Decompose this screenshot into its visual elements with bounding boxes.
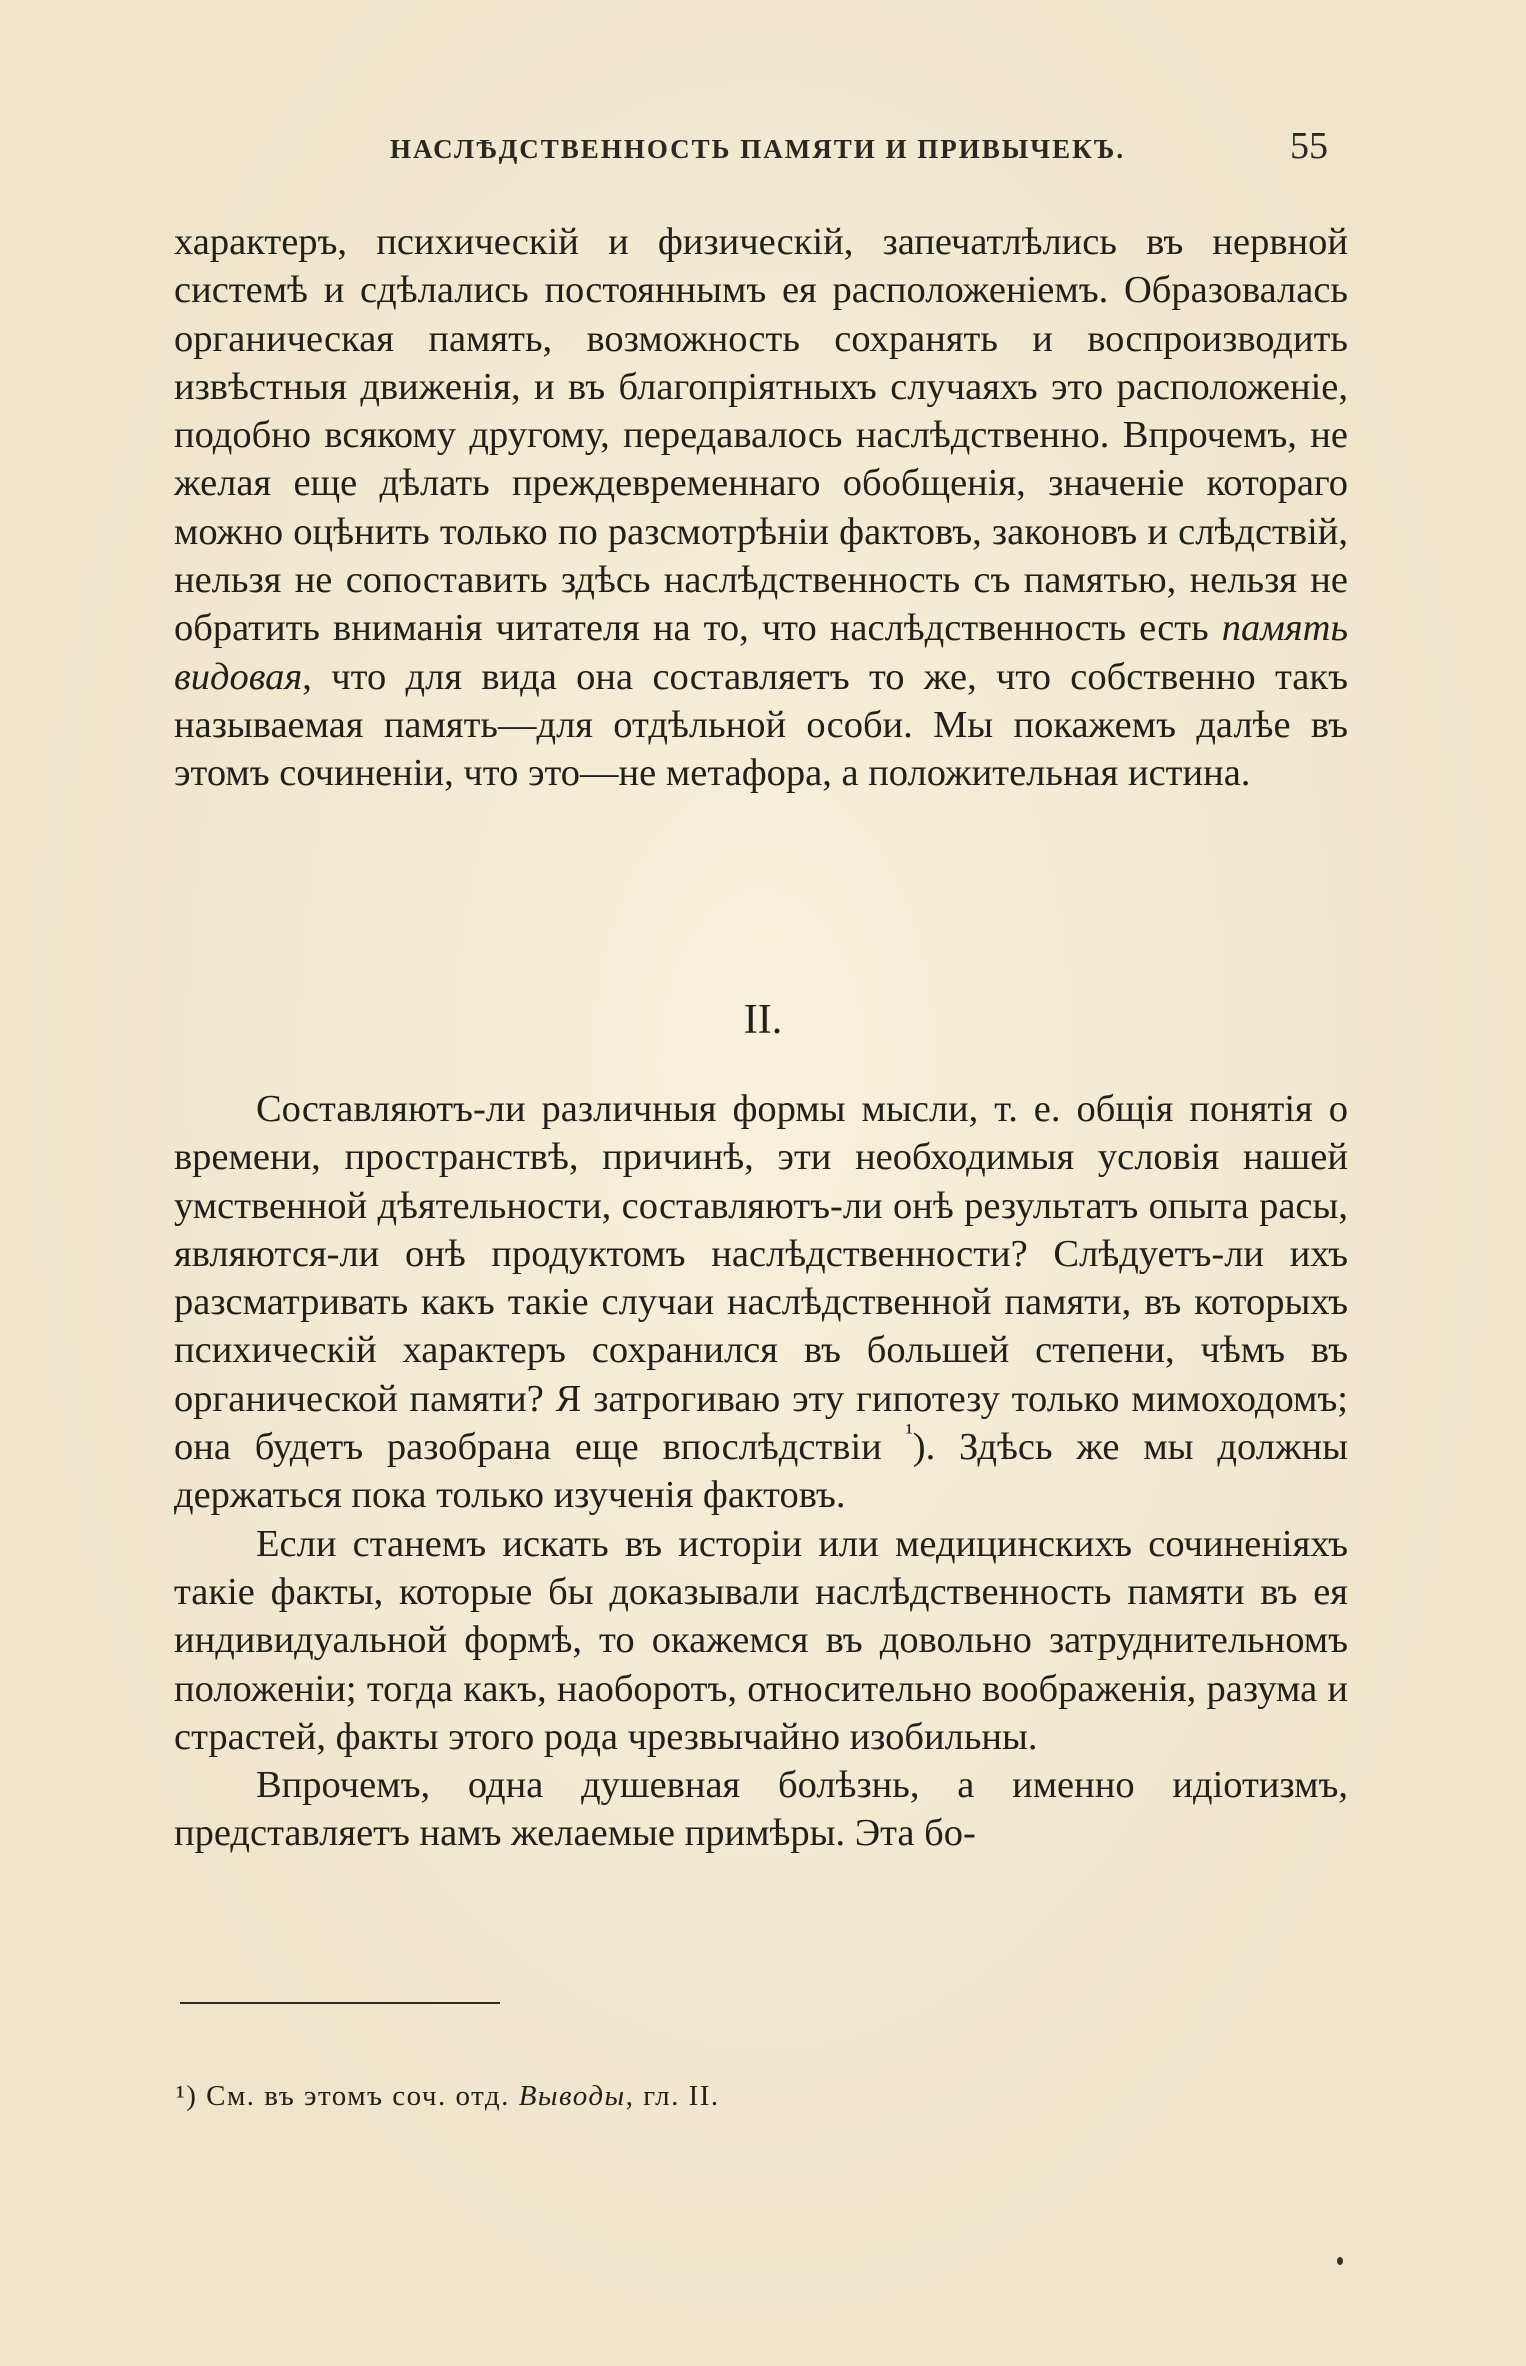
paragraph-1-text-b: ). Здѣсь же мы должны держаться пока только изученія фактовъ. [174, 1426, 1348, 1517]
section-heading: II. [743, 997, 783, 1043]
paragraph-3: Впрочемъ, одна душевная болѣзнь, а именно идіотизмъ, представляетъ намъ желаемые примѣры. Эта бо- [174, 1764, 1348, 1855]
paragraph-text-part-1: характеръ, психическій и физическій, запечатлѣлись въ нервной системѣ и сдѣлались постояннымъ ея расположеніемъ. Образовалась органическая память, возможность сохранять и воспроизводить извѣстныя движенія, и въ благопріятныхъ случаяхъ это расположеніе, подобно всякому другому, передавалось наслѣдственно. Впрочемъ, не желая еще дѣлать преждевременнаго обобщенія, значеніе котораго можно оцѣнить только по разсмотрѣніи фактовъ, законовъ и слѣдствій, нельзя не сопоставить здѣсь наслѣдственность съ памятью, нельзя не обратить вниманія читателя на то, что наслѣдственность есть [174, 221, 1348, 650]
ink-speck [1337, 2257, 1343, 2265]
footnote [176, 2080, 1276, 2113]
paragraph-1 [174, 1085, 1348, 1520]
body-text-section-1 [174, 218, 1348, 798]
body-text-section-2 [174, 1085, 1348, 1858]
paragraph-continued [174, 218, 1348, 798]
footnote-text-b: , гл. II. [625, 2080, 720, 2112]
footnote-italic: Выводы [518, 2080, 626, 2112]
paragraph-text-part-2: , что для вида она составляетъ то же, что собственно такъ называемая память—для отдѣльной особи. Мы покажемъ далѣе въ этомъ сочиненіи, что это—не метафора, а положительная истина. [174, 655, 1348, 795]
page-number: 55 [1290, 125, 1328, 167]
running-title: НАСЛѢДСТВЕННОСТЬ ПАМЯТИ И ПРИВЫЧЕКЪ. [390, 134, 1126, 164]
footnote-text-a: См. въ этомъ соч. отд. [197, 2080, 519, 2112]
footnote-divider [180, 2002, 500, 2004]
footnote-mark: ¹) [176, 2080, 198, 2112]
footnote-reference: ¹ [905, 1420, 913, 1447]
paragraph-2: Если станемъ искать въ исторіи или медицинскихъ сочиненіяхъ такіе факты, которые бы доказывали наслѣдственность памяти въ ея индивидуальной формѣ, то окажемся въ довольно затруднительномъ положеніи; тогда какъ, наоборотъ, относительно воображенія, разума и страстей, факты этого рода чрезвычайно изобильны. [174, 1522, 1348, 1758]
italic-phrase: память видовая [174, 607, 1348, 698]
paragraph-1-text-a: Составляютъ-ли различныя формы мысли, т. е. общія понятія о времени, пространствѣ, причинѣ, эти необходимыя условія нашей умственной дѣятельности, составляютъ-ли онѣ результатъ опыта расы, являются-ли онѣ продуктомъ наслѣдственности? Слѣдуетъ-ли ихъ разсматривать какъ такіе случаи наслѣдственной памяти, въ которыхъ психическій характеръ сохранился въ большей степени, чѣмъ въ органической памяти? Я затрогиваю эту гипотезу только мимоходомъ; она будетъ разобрана еще впослѣдствіи [174, 1088, 1348, 1469]
